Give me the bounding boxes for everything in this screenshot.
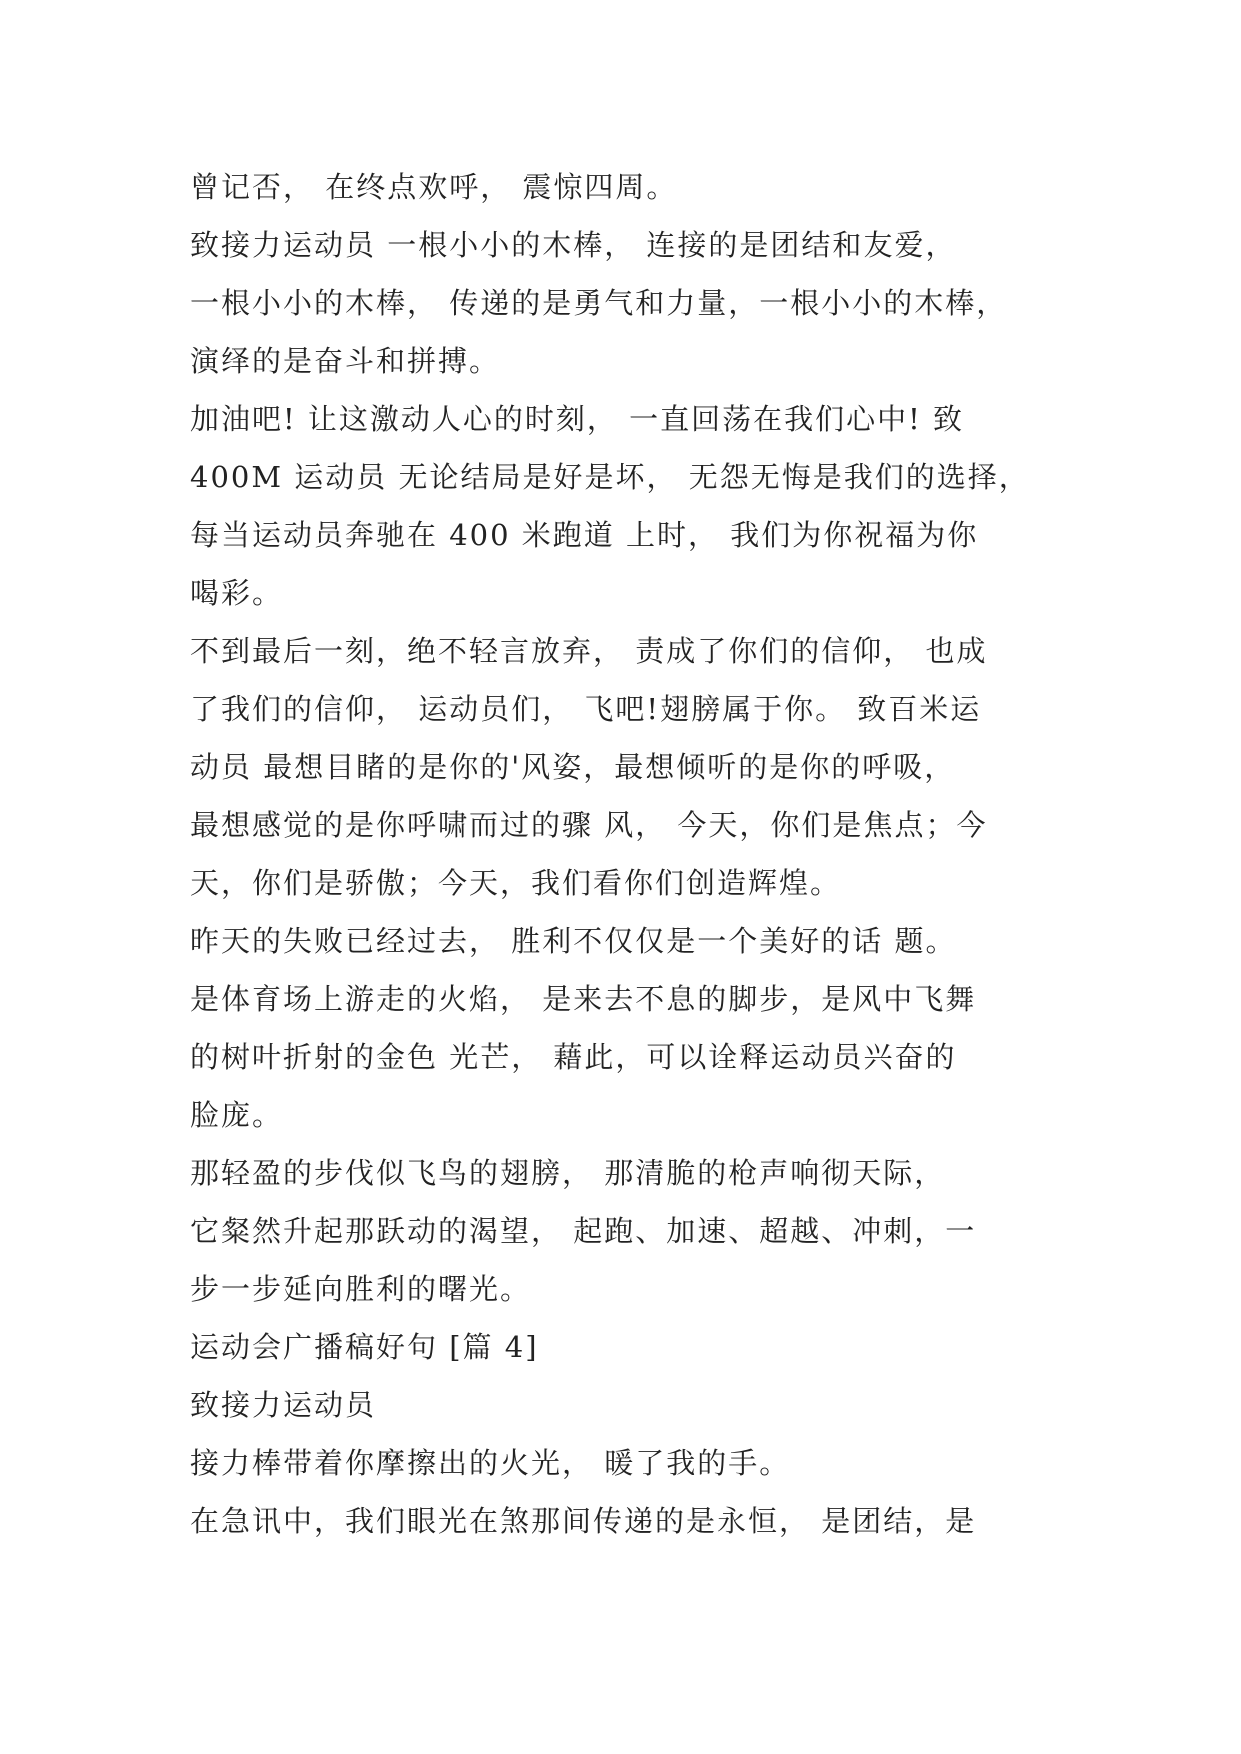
text-line: 在急讯中，我们眼光在煞那间传递的是永恒， 是团结，是 [190,1504,977,1538]
text-line: 脸庞。 [190,1098,284,1132]
text-line: 接力棒带着你摩擦出的火光， 暖了我的手。 [190,1446,791,1480]
text-line: 它粲然升起那跃动的渴望， 起跑、加速、超越、冲刺，一 [190,1214,977,1248]
text-line: 动员 最想目睹的是你的'风姿，最想倾听的是你的呼吸， [190,750,956,784]
text-line: 的树叶折射的金色 光芒， 藉此，可以诠释运动员兴奋的 [190,1040,957,1074]
text-line: 曾记否， 在终点欢呼， 震惊四周。 [190,170,678,204]
text-line: 每当运动员奔驰在 400 米跑道 上时， 我们为你祝福为你 [190,518,979,552]
document-body [190,158,1090,1550]
text-line: 加油吧! 让这激动人心的时刻， 一直回荡在我们心中! 致 [190,402,964,436]
text-line: 昨天的失败已经过去， 胜利不仅仅是一个美好的话 题。 [190,924,957,958]
text-line: 400M 运动员 无论结局是好是坏， 无怨无悔是我们的选择， [190,460,1030,494]
text-line: 不到最后一刻，绝不轻言放弃， 责成了你们的信仰， 也成 [190,634,988,668]
text-line: 喝彩。 [190,576,284,610]
text-line: 了我们的信仰， 运动员们， 飞吧!翅膀属于你。 致百米运 [190,692,982,726]
text-line: 天，你们是骄傲；今天，我们看你们创造辉煌。 [190,866,842,900]
text-line: 一根小小的木棒， 传递的是勇气和力量，一根小小的木棒， [190,286,1008,320]
text-line: 步一步延向胜利的曙光。 [190,1272,532,1306]
text-line: 那轻盈的步伐似飞鸟的翅膀， 那清脆的枪声响彻天际， [190,1156,946,1190]
subheading: 致接力运动员 [190,1388,377,1422]
text-line: 致接力运动员 一根小小的木棒， 连接的是团结和友爱， [190,228,957,262]
text-line: 是体育场上游走的火焰， 是来去不息的脚步，是风中飞舞 [190,982,977,1016]
text-line: 演绎的是奋斗和拼搏。 [190,344,501,378]
text-line: 最想感觉的是你呼啸而过的骤 风， 今天，你们是焦点；今 [190,808,988,842]
section-heading: 运动会广播稿好句 [篇 4] [190,1330,539,1364]
